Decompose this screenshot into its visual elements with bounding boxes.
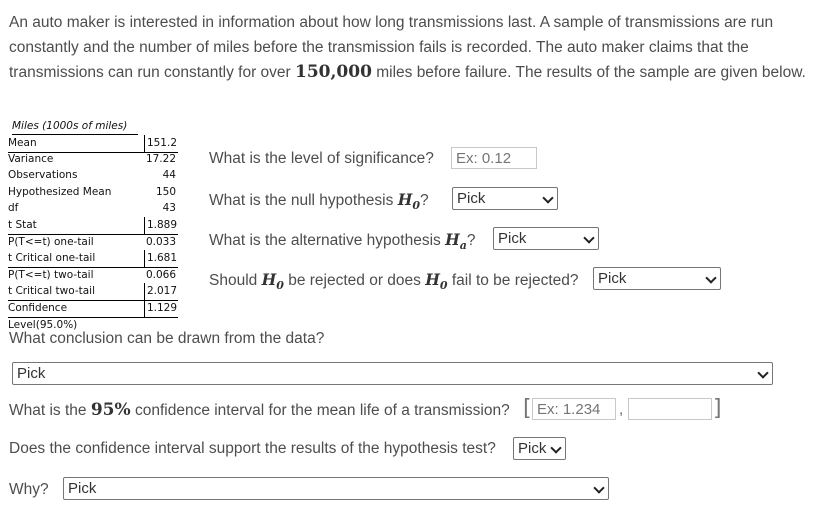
chevron-down-icon [593,482,604,493]
why-question: Why? [9,481,49,498]
reject-question: Should $H_0$ be rejected or does $H_0$ fail to be rejected? [209,270,579,293]
why-select[interactable]: Pick [63,477,609,500]
support-question: Does the confidence interval support the results of the hypothesis test? [9,440,496,457]
chevron-down-icon [705,272,716,283]
table-row: df 43 [8,202,176,214]
table-row: Observations 44 [8,169,176,181]
null-hypothesis-question: What is the null hypothesis $H_0$? [209,190,429,213]
chevron-down-icon [583,232,594,243]
stats-table-header: Miles (1000s of miles) [12,118,138,135]
support-select[interactable]: Pick [513,437,566,460]
table-row: Confidence Level(95.0%) 1.129 [8,302,177,331]
ci-upper-input[interactable] [628,398,712,420]
table-row: Hypothesized Mean 150 [8,186,176,198]
chevron-down-icon [550,442,561,453]
ci-separator: , [619,401,624,418]
alt-hypothesis-question: What is the alternative hypothesis $H_a$? [209,230,476,253]
table-row: P(T<=t) two-tail 0.066 [8,269,176,281]
reject-select[interactable]: Pick [593,267,721,290]
significance-input[interactable] [451,147,537,169]
table-row: t Critical one-tail 1.681 [8,250,178,268]
conclusion-question: What conclusion can be drawn from the data? [9,330,325,347]
null-hypothesis-select[interactable]: Pick [452,187,558,210]
alt-hypothesis-select[interactable]: Pick [493,227,599,250]
problem-statement: An auto maker is interested in information about how long transmissions last. A sample of transmissions are run constantly and the number of miles before the transmission fails is recorded. The auto maker claims that the transmissions can run constantly for over 150,000 miles before failure. The results of the sample are given below. [9,14,806,82]
ci-open-bracket: [ [523,396,532,421]
table-row: t Stat 1.889 [8,217,178,235]
table-row: P(T<=t) one-tail 0.033 [8,236,176,248]
significance-question: What is the level of significance? [209,150,434,167]
table-row: Mean 151.2 [8,135,178,153]
chevron-down-icon [757,367,768,378]
claim-value: 150,000 [295,62,372,82]
table-row: t Critical two-tail 2.017 [8,283,178,301]
ci-question: What is the 95% confidence interval for the mean life of a transmission? [9,400,510,420]
ci-lower-input[interactable] [532,398,616,420]
table-row: Variance 17.22 [8,153,176,165]
ci-close-bracket: ] [713,396,722,421]
conclusion-select[interactable]: Pick [12,362,773,385]
chevron-down-icon [542,192,553,203]
